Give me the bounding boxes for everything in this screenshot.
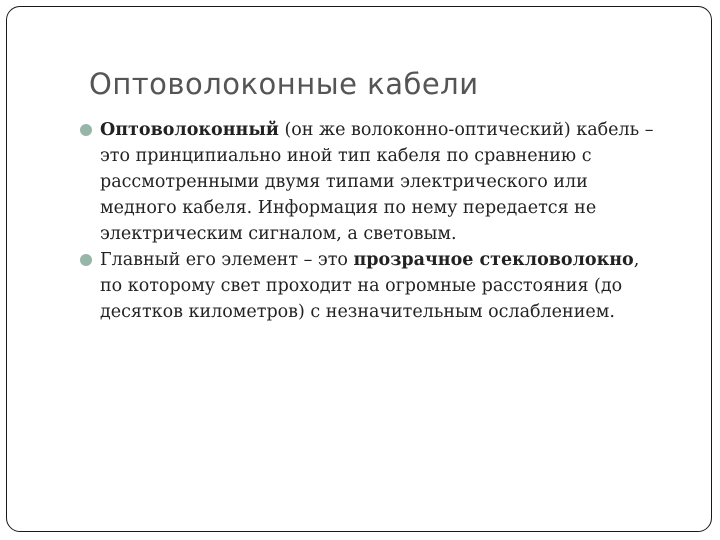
bullet-dot-icon [80,124,92,136]
bullet-bold-term: прозрачное стекловолокно [353,250,634,270]
bullet-list [78,117,662,325]
bullet-dot-icon [80,254,92,266]
bullet-item [78,247,662,325]
bullet-text: (он же волоконно-оптический) кабель – это принципиально иной тип кабеля по сравнению с рассмотренными двумя типами электрического или медного кабеля. Информация по нему передается не электрическим сигналом, а световым. [100,120,654,244]
bullet-text-before: Главный его элемент – это [100,250,354,270]
bullet-bold-term: Оптоволоконный [100,120,279,140]
bullet-text-after: , по которому свет проходит на огромные расстояния (до десятков километров) с незначительным ослаблением. [100,250,640,322]
bullet-item [78,117,662,247]
slide-title: Оптоволоконные кабели [89,67,479,101]
